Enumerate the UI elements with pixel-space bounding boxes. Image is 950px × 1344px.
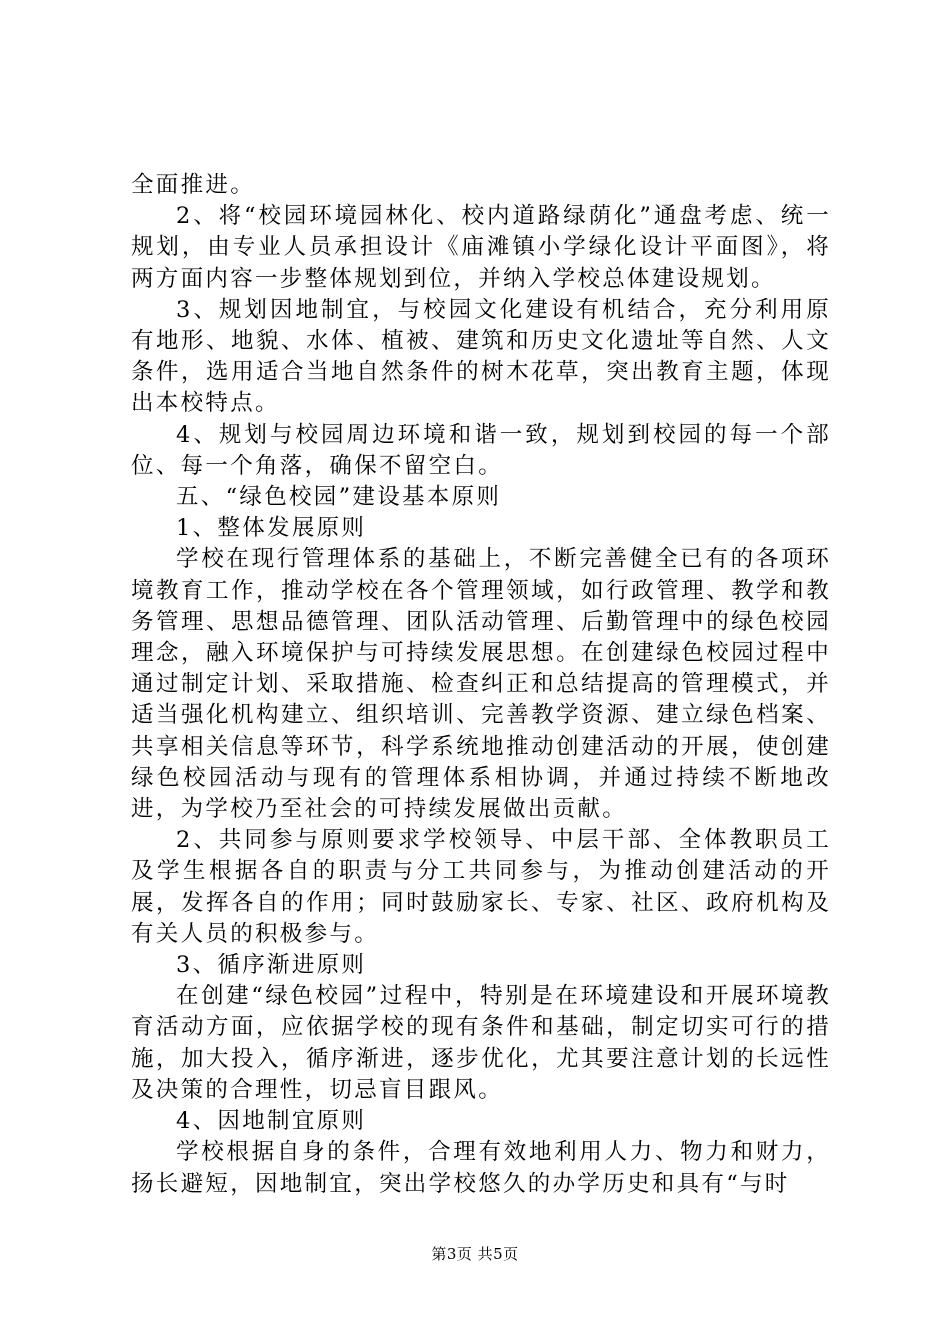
paragraph-local-conditions: 学校根据自身的条件，合理有效地利用人力、物力和财力，扬长避短，因地制宜，突出学校悠久的办学历史和具有“与时 [131, 1139, 831, 1197]
document-body [131, 170, 831, 1200]
subheading-step-by-step: 3、循序渐进原则 [176, 952, 367, 979]
paragraph-overall-development: 学校在现行管理体系的基础上，不断完善健全已有的各项环境教育工作，推动学校在各个管理领域，如行政管理、教学和教务管理、思想品德管理、团队活动管理、后勤管理中的绿色校园理念，融入环境保护与可持续发展思想。在创建绿色校园过程中通过制定计划、采取措施、检查纠正和总结提高的管理模式，并适当强化机构建立、组织培训、完善教学资源、建立绿色档案、共享相关信息等环节，科学系统地推动创建活动的开展，使创建绿色校园活动与现有的管理体系相协调，并通过持续不断地改进，为学校乃至社会的可持续发展做出贡献。 [131, 546, 831, 823]
paragraph-4: 4、规划与校园周边环境和谐一致，规划到校园的每一个部位、每一个角落，确保不留空白。 [131, 421, 831, 479]
subheading-local-conditions: 4、因地制宜原则 [176, 1108, 367, 1135]
paragraph-1: 全面推进。 [131, 172, 256, 198]
page-footer: 第3页 共5页 [431, 1245, 519, 1263]
paragraph-joint-participation: 2、共同参与原则要求学校领导、中层干部、全体教职员工及学生根据各自的职责与分工共同参与，为推动创建活动的开展，发挥各自的作用；同时鼓励家长、专家、社区、政府机构及有关人员的积极参与。 [131, 827, 831, 947]
paragraph-step-by-step: 在创建“绿色校园”过程中，特别是在环境建设和开展环境教育活动方面，应依据学校的现有条件和基础，制定切实可行的措施，加大投入，循序渐进，逐步优化，尤其要注意计划的长远性及决策的合理性，切忌盲目跟风。 [131, 983, 831, 1103]
subheading-overall-development: 1、整体发展原则 [176, 515, 367, 542]
paragraph-2: 2、将“校园环境园林化、校内道路绿荫化”通盘考虑、统一规划，由专业人员承担设计《庙滩镇小学绿化设计平面图》，将两方面内容一步整体规划到位，并纳入学校总体建设规划。 [131, 203, 831, 292]
paragraph-3: 3、规划因地制宜，与校园文化建设有机结合，充分利用原有地形、地貌、水体、植被、建筑和历史文化遗址等自然、人文条件，选用适合当地自然条件的树木花草，突出教育主题，体现出本校特点。 [131, 296, 831, 417]
section-heading-5: 五、“绿色校园”建设基本原则 [176, 484, 502, 511]
